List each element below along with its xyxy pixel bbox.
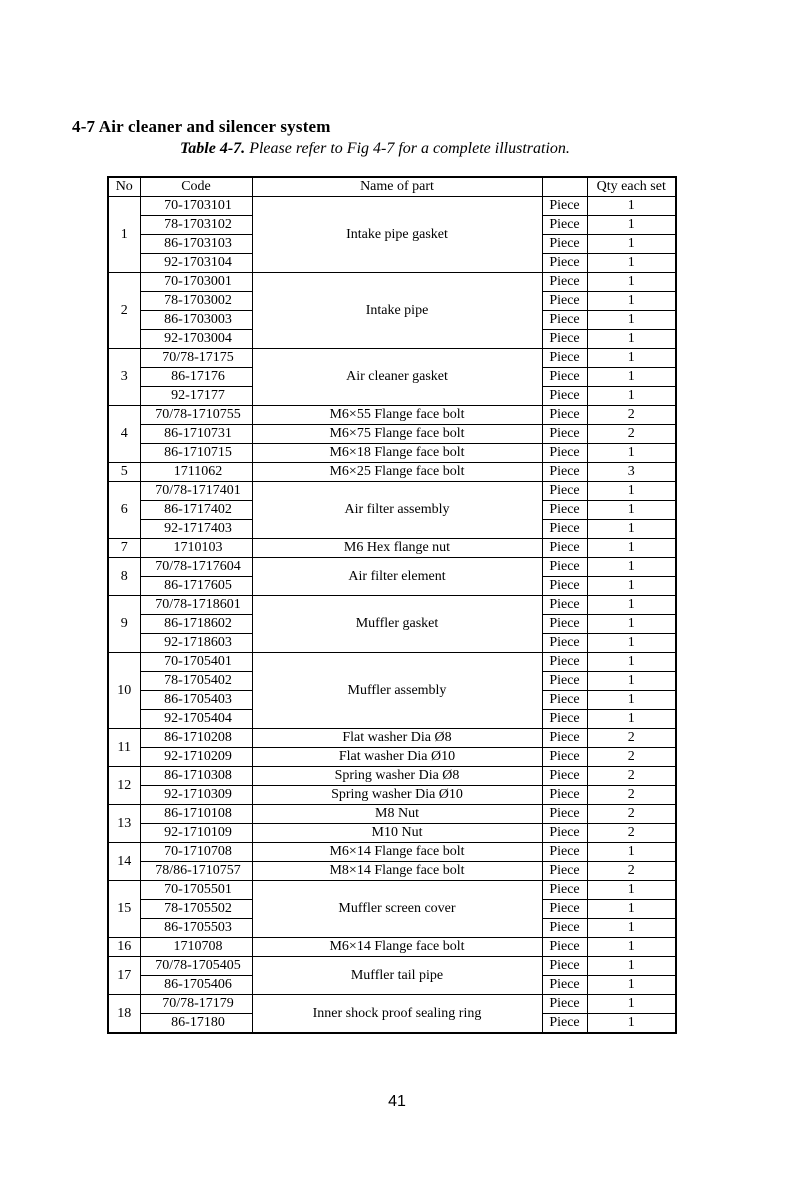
cell-code: 1711062 xyxy=(140,463,252,482)
table-row xyxy=(108,748,676,767)
cell-unit: Piece xyxy=(542,824,587,843)
cell-unit: Piece xyxy=(542,292,587,311)
cell-code: 86-1710731 xyxy=(140,425,252,444)
cell-code: 78-1705402 xyxy=(140,672,252,691)
cell-code: 92-1717403 xyxy=(140,520,252,539)
cell-unit: Piece xyxy=(542,463,587,482)
cell-code: 70/78-1717401 xyxy=(140,482,252,501)
table-row xyxy=(108,786,676,805)
cell-code: 92-1718603 xyxy=(140,634,252,653)
cell-name: Flat washer Dia Ø10 xyxy=(252,748,542,767)
cell-name: Muffler gasket xyxy=(252,596,542,653)
cell-unit: Piece xyxy=(542,634,587,653)
cell-name: Spring washer Dia Ø10 xyxy=(252,786,542,805)
cell-code: 70-1710708 xyxy=(140,843,252,862)
cell-no: 17 xyxy=(108,957,140,995)
cell-no: 4 xyxy=(108,406,140,463)
cell-qty: 1 xyxy=(587,900,676,919)
table-row xyxy=(108,463,676,482)
cell-unit: Piece xyxy=(542,938,587,957)
table-body xyxy=(108,197,676,1034)
table-row xyxy=(108,881,676,900)
cell-qty: 1 xyxy=(587,482,676,501)
cell-qty: 3 xyxy=(587,463,676,482)
table-row xyxy=(108,596,676,615)
cell-name: Muffler screen cover xyxy=(252,881,542,938)
cell-name: M6 Hex flange nut xyxy=(252,539,542,558)
cell-unit: Piece xyxy=(542,786,587,805)
cell-qty: 1 xyxy=(587,216,676,235)
cell-name: Air filter assembly xyxy=(252,482,542,539)
cell-qty: 1 xyxy=(587,615,676,634)
cell-unit: Piece xyxy=(542,406,587,425)
cell-code: 86-17176 xyxy=(140,368,252,387)
caption-text: Please refer to Fig 4-7 for a complete illustration. xyxy=(245,140,570,157)
cell-unit: Piece xyxy=(542,653,587,672)
cell-qty: 1 xyxy=(587,558,676,577)
cell-unit: Piece xyxy=(542,748,587,767)
cell-qty: 1 xyxy=(587,938,676,957)
cell-name: Flat washer Dia Ø8 xyxy=(252,729,542,748)
cell-unit: Piece xyxy=(542,596,587,615)
cell-qty: 1 xyxy=(587,520,676,539)
cell-name: Intake pipe gasket xyxy=(252,197,542,273)
cell-name: M6×25 Flange face bolt xyxy=(252,463,542,482)
cell-qty: 2 xyxy=(587,425,676,444)
cell-unit: Piece xyxy=(542,957,587,976)
cell-name: M6×14 Flange face bolt xyxy=(252,938,542,957)
cell-unit: Piece xyxy=(542,368,587,387)
cell-unit: Piece xyxy=(542,577,587,596)
cell-code: 86-1710108 xyxy=(140,805,252,824)
cell-qty: 1 xyxy=(587,1014,676,1034)
cell-unit: Piece xyxy=(542,672,587,691)
page-number: 41 xyxy=(388,1093,406,1110)
caption-label: Table 4-7. xyxy=(180,140,246,157)
cell-code: 70-1703001 xyxy=(140,273,252,292)
cell-code: 70/78-17175 xyxy=(140,349,252,368)
cell-qty: 1 xyxy=(587,919,676,938)
cell-name: Inner shock proof sealing ring xyxy=(252,995,542,1034)
table-row xyxy=(108,653,676,672)
cell-qty: 1 xyxy=(587,501,676,520)
cell-code: 86-1703103 xyxy=(140,235,252,254)
cell-qty: 1 xyxy=(587,254,676,273)
cell-code: 78-1705502 xyxy=(140,900,252,919)
cell-code: 86-17180 xyxy=(140,1014,252,1034)
cell-no: 1 xyxy=(108,197,140,273)
cell-code: 86-1710715 xyxy=(140,444,252,463)
cell-code: 70/78-1717604 xyxy=(140,558,252,577)
cell-unit: Piece xyxy=(542,900,587,919)
cell-qty: 2 xyxy=(587,406,676,425)
cell-no: 5 xyxy=(108,463,140,482)
cell-name: M6×14 Flange face bolt xyxy=(252,843,542,862)
cell-unit: Piece xyxy=(542,805,587,824)
cell-unit: Piece xyxy=(542,444,587,463)
cell-qty: 2 xyxy=(587,824,676,843)
cell-qty: 1 xyxy=(587,330,676,349)
cell-code: 70/78-17179 xyxy=(140,995,252,1014)
table-row xyxy=(108,482,676,501)
table-row xyxy=(108,995,676,1014)
table-row xyxy=(108,558,676,577)
cell-no: 2 xyxy=(108,273,140,349)
cell-qty: 1 xyxy=(587,995,676,1014)
cell-unit: Piece xyxy=(542,729,587,748)
table-row xyxy=(108,729,676,748)
cell-qty: 1 xyxy=(587,311,676,330)
header-code: Code xyxy=(140,177,252,197)
cell-no: 10 xyxy=(108,653,140,729)
cell-unit: Piece xyxy=(542,235,587,254)
table-header-row xyxy=(108,177,676,197)
cell-unit: Piece xyxy=(542,691,587,710)
cell-unit: Piece xyxy=(542,615,587,634)
table-row xyxy=(108,938,676,957)
cell-qty: 1 xyxy=(587,368,676,387)
cell-qty: 1 xyxy=(587,596,676,615)
cell-code: 86-1710208 xyxy=(140,729,252,748)
cell-qty: 1 xyxy=(587,634,676,653)
cell-code: 92-1710309 xyxy=(140,786,252,805)
header-name: Name of part xyxy=(252,177,542,197)
cell-code: 86-1705403 xyxy=(140,691,252,710)
cell-no: 6 xyxy=(108,482,140,539)
table-row xyxy=(108,957,676,976)
cell-qty: 1 xyxy=(587,957,676,976)
cell-code: 92-1705404 xyxy=(140,710,252,729)
cell-qty: 1 xyxy=(587,292,676,311)
cell-name: M10 Nut xyxy=(252,824,542,843)
cell-code: 78-1703002 xyxy=(140,292,252,311)
cell-no: 3 xyxy=(108,349,140,406)
cell-code: 1710103 xyxy=(140,539,252,558)
cell-name: Muffler tail pipe xyxy=(252,957,542,995)
cell-qty: 1 xyxy=(587,976,676,995)
cell-unit: Piece xyxy=(542,520,587,539)
cell-no: 12 xyxy=(108,767,140,805)
cell-qty: 1 xyxy=(587,349,676,368)
cell-unit: Piece xyxy=(542,919,587,938)
table-row xyxy=(108,539,676,558)
cell-qty: 1 xyxy=(587,881,676,900)
cell-qty: 2 xyxy=(587,729,676,748)
cell-unit: Piece xyxy=(542,311,587,330)
cell-code: 92-1703104 xyxy=(140,254,252,273)
cell-qty: 1 xyxy=(587,843,676,862)
table-row xyxy=(108,843,676,862)
cell-code: 70-1703101 xyxy=(140,197,252,216)
cell-unit: Piece xyxy=(542,273,587,292)
cell-code: 86-1718602 xyxy=(140,615,252,634)
cell-unit: Piece xyxy=(542,843,587,862)
cell-qty: 1 xyxy=(587,653,676,672)
cell-no: 15 xyxy=(108,881,140,938)
table-row xyxy=(108,273,676,292)
cell-qty: 1 xyxy=(587,710,676,729)
table-row xyxy=(108,444,676,463)
cell-qty: 2 xyxy=(587,786,676,805)
cell-code: 92-1710209 xyxy=(140,748,252,767)
cell-no: 16 xyxy=(108,938,140,957)
cell-qty: 2 xyxy=(587,748,676,767)
cell-unit: Piece xyxy=(542,881,587,900)
cell-code: 70/78-1705405 xyxy=(140,957,252,976)
cell-code: 70-1705401 xyxy=(140,653,252,672)
cell-qty: 1 xyxy=(587,672,676,691)
cell-name: M6×18 Flange face bolt xyxy=(252,444,542,463)
cell-code: 70-1705501 xyxy=(140,881,252,900)
cell-code: 78/86-1710757 xyxy=(140,862,252,881)
cell-unit: Piece xyxy=(542,482,587,501)
cell-unit: Piece xyxy=(542,197,587,216)
cell-name: Spring washer Dia Ø8 xyxy=(252,767,542,786)
table-row xyxy=(108,349,676,368)
header-no: No xyxy=(108,177,140,197)
cell-no: 18 xyxy=(108,995,140,1034)
cell-code: 86-1703003 xyxy=(140,311,252,330)
parts-table xyxy=(107,176,677,1034)
table-row xyxy=(108,862,676,881)
table-row xyxy=(108,767,676,786)
cell-code: 92-1710109 xyxy=(140,824,252,843)
cell-qty: 1 xyxy=(587,235,676,254)
cell-name: Intake pipe xyxy=(252,273,542,349)
cell-code: 92-17177 xyxy=(140,387,252,406)
cell-qty: 2 xyxy=(587,805,676,824)
cell-code: 1710708 xyxy=(140,938,252,957)
cell-code: 92-1703004 xyxy=(140,330,252,349)
table-row xyxy=(108,824,676,843)
cell-code: 86-1705406 xyxy=(140,976,252,995)
cell-unit: Piece xyxy=(542,330,587,349)
cell-unit: Piece xyxy=(542,1014,587,1034)
cell-qty: 2 xyxy=(587,767,676,786)
cell-unit: Piece xyxy=(542,501,587,520)
table-caption xyxy=(180,140,570,158)
cell-name: Air filter element xyxy=(252,558,542,596)
cell-unit: Piece xyxy=(542,862,587,881)
header-unit xyxy=(542,177,587,197)
cell-unit: Piece xyxy=(542,976,587,995)
cell-qty: 1 xyxy=(587,539,676,558)
cell-code: 86-1705503 xyxy=(140,919,252,938)
cell-name: M6×75 Flange face bolt xyxy=(252,425,542,444)
section-heading: 4-7 Air cleaner and silencer system xyxy=(72,117,331,136)
cell-unit: Piece xyxy=(542,349,587,368)
header-qty: Qty each set xyxy=(587,177,676,197)
cell-code: 70/78-1710755 xyxy=(140,406,252,425)
cell-no: 9 xyxy=(108,596,140,653)
cell-name: M6×55 Flange face bolt xyxy=(252,406,542,425)
cell-no: 14 xyxy=(108,843,140,881)
cell-unit: Piece xyxy=(542,254,587,273)
cell-name: M8 Nut xyxy=(252,805,542,824)
cell-name: Air cleaner gasket xyxy=(252,349,542,406)
cell-qty: 1 xyxy=(587,197,676,216)
cell-unit: Piece xyxy=(542,216,587,235)
cell-qty: 1 xyxy=(587,577,676,596)
cell-no: 13 xyxy=(108,805,140,843)
cell-no: 11 xyxy=(108,729,140,767)
cell-qty: 1 xyxy=(587,273,676,292)
cell-unit: Piece xyxy=(542,425,587,444)
cell-code: 86-1717402 xyxy=(140,501,252,520)
cell-no: 7 xyxy=(108,539,140,558)
table-row xyxy=(108,406,676,425)
cell-unit: Piece xyxy=(542,710,587,729)
cell-name: Muffler assembly xyxy=(252,653,542,729)
cell-name: M8×14 Flange face bolt xyxy=(252,862,542,881)
cell-qty: 1 xyxy=(587,387,676,406)
cell-code: 70/78-1718601 xyxy=(140,596,252,615)
cell-code: 86-1717605 xyxy=(140,577,252,596)
cell-unit: Piece xyxy=(542,387,587,406)
table-row xyxy=(108,805,676,824)
cell-unit: Piece xyxy=(542,539,587,558)
cell-qty: 2 xyxy=(587,862,676,881)
table-row xyxy=(108,197,676,216)
cell-code: 78-1703102 xyxy=(140,216,252,235)
cell-unit: Piece xyxy=(542,767,587,786)
cell-code: 86-1710308 xyxy=(140,767,252,786)
table-row xyxy=(108,425,676,444)
cell-unit: Piece xyxy=(542,558,587,577)
cell-qty: 1 xyxy=(587,691,676,710)
cell-no: 8 xyxy=(108,558,140,596)
cell-qty: 1 xyxy=(587,444,676,463)
cell-unit: Piece xyxy=(542,995,587,1014)
